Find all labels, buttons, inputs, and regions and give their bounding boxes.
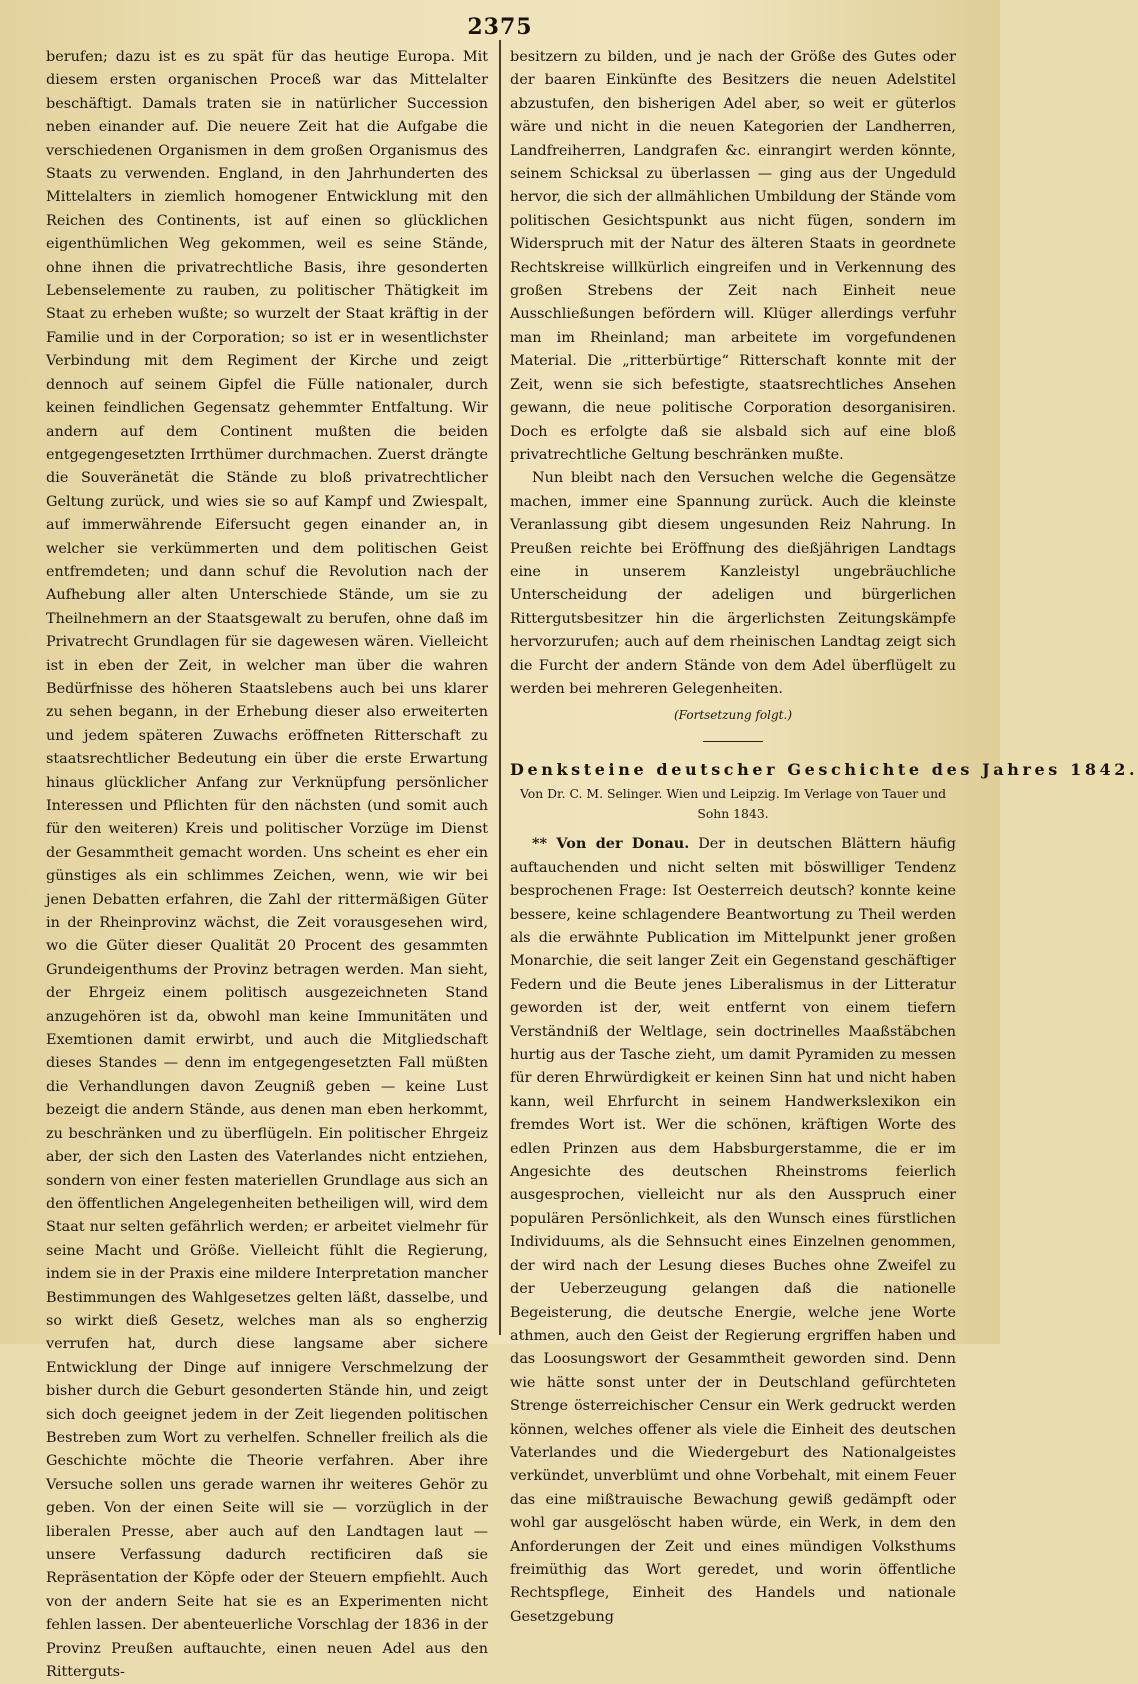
article-byline: Von Dr. C. M. Selinger. Wien und Leipzig. Im Verlage von Tauer und Sohn 1843. [519,786,947,822]
left-paragraph-1: berufen; dazu ist es zu spät für das heutige Europa. Mit diesem ersten organischen Proceß war das Mittelalter beschäftigt. Damals traten sie in natürlicher Succession neben einander auf. Die neuere Zeit hat die Aufgabe die verschiedenen Organismen in dem großen Organismus des Staats zu verwenden. England, in den Jahrhunderten des Mittelalters in ziemlich homogener Entwicklung mit den Reichen des Continents, ist auf einen so glücklichen eigenthümlichen Weg gekommen, weil es seine Stände, ohne ihnen die privatrechtliche Basis, ihre gesonderten Lebenselemente zu rauben, zu politischer Thätigkeit im Staat zu erheben wußte; so wurzelt der Staat kräftig in der Familie und in der Corporation; so ist er in wesentlichster Verbindung mit dem Regiment der Kirche und zeigt dennoch auf seinem Gipfel die Fülle nationaler, durch keinen feindlichen Gegensatz gehemmter Entfaltung. Wir andern auf dem Continent mußten die beiden entgegengesetzten Irrthümer durchmachen. Zuerst drängte die Souveränetät die Stände zu bloß privatrechtlicher Geltung zurück, und wies sie so auf Kampf und Zwiespalt, auf immerwährende Eifersucht gegen einander an, in welcher sie verkümmerten und dem politischen Geist entfremdeten; und dann schuf die Revolution nach der Aufhebung aller alten Unterschiede Stände, um sie zu Theilnehmern an der Staatsgewalt zu berufen, ohne daß im Privatrecht Grundlagen für sie dagewesen wären. Vielleicht ist in eben der Zeit, in welcher man über die wahren Bedürfnisse des höheren Staatslebens auch bei uns klarer zu sehen begann, in der Erhebung dieser also erweiterten und jedem späteren Zuwachs eröffneten Ritterschaft zu staatsrechtlicher Bedeutung ein über die erste Erwartung hinaus glücklicher Anfang zur Verknüpfung persönlicher Interessen und Pflichten für den nächsten (und somit auch für den weiteren) Kreis und politischer Vorzüge im Dienst der Gesammtheit gemacht worden. Uns scheint es eher ein günstiges als ein schlimmes Zeichen, wenn, wie wir bei jenen Debatten erfahren, die Zahl der rittermäßigen Güter in der Rheinprovinz wächst, die Zeit vorausgesehen wird, wo die Güter dieser Qualität 20 Procent des gesammten Grundeigenthums der Provinz betragen werden. Man sieht, der Ehrgeiz einem politisch ausgezeichneten Stand anzugehören ist da, obwohl man keine Immunitäten und Exemtionen damit erwirbt, und auch die Mitgliedschaft dieses Standes — denn im entgegengesetzten Fall müßten die Verhandlungen davon Zeugniß geben — keine Lust bezeigt die andern Stände, aus denen man eben herkommt, zu beschränken und zu überflügeln. Ein politischer Ehrgeiz aber, der sich den Lasten des Vaterlandes nicht entziehen, sondern von einer festen materiellen Grundlage aus sich an den öffentlichen Angelegenheiten betheiligen will, wird dem Staat nur selten gefährlich werden; er arbeitet vielmehr für seine Macht und Größe. Vielleicht fühlt die Regierung, indem sie in der Praxis eine mildere Interpretation mancher Bestimmungen des Wahlgesetzes gelten läßt, dasselbe, und so wirkt dieß Gesetz, welches man als so engherzig verrufen hat, durch diese langsame aber sichere Entwicklung der Dinge auf innigere Verschmelzung der bisher durch die Geburt gesonderten Stände hin, und zeigt sich doch geeignet jedem in der Zeit liegenden politischen Bestreben zum Wort zu verhelfen. Schneller freilich als die Geschichte möchte die Theorie verfahren. Aber ihre Versuche sollen uns gerade warnen ihr weiteres Gehör zu geben. Von der einen Seite will sie — vorzüglich in der liberalen Presse, aber auch auf den Landtagen laut — unsere Verfassung dadurch rectificiren daß sie Repräsentation der Köpfe oder der Steuern empfiehlt. Auch von der andern Seite hat sie es an Experimenten nicht fehlen lassen. Der abenteuerliche Vorschlag der 1836 in der Provinz Preußen auftauchte, einen neuen Adel aus den Ritterguts- [46,49,488,1681]
page-number: 2375 [467,14,533,40]
right-paragraph-2: Nun bleibt nach den Versuchen welche die Gegensätze machen, immer eine Spannung zurück. Auch die kleinste Veranlassung gibt diesem ungesunden Reiz Nahrung. In Preußen reichte bei Eröffnung des dießjährigen Landtags eine in unserem Kanzleistyl ungebräuchliche Unterscheidung der adeligen und bürgerlichen Rittergutsbesitzer hin die ärgerlichsten Zeitungskämpfe hervorzurufen; auch auf dem rheinischen Landtag zeigt sich die Furcht der andern Stände von dem Adel überflügelt zu werden bei mehreren Gelegenheiten. [510,470,956,697]
article-lead: ** Von der Donau. [532,835,690,853]
article-body-text: Der in deutschen Blättern häufig auftauchenden und nicht selten mit böswilliger Tendenz besprochenen Frage: Ist Oesterreich deutsch? konnte keine bessere, keine schlagendere Beantwortung zu Theil werden als die erwähnte Publication im Mittelpunkt jener großen Monarchie, die seit langer Zeit ein Gegenstand geschäftiger Federn und die Beute jenes Liberalismus in der Litteratur geworden ist der, weit entfernt von einem tiefern Verständniß der Weltlage, sein doctrinelles Maaßstäbchen hurtig aus der Tasche zieht, um damit Pyramiden zu messen für deren Ehrwürdigkeit er keinen Sinn hat und nicht haben kann, weil Ehrfurcht in seinem Handwerkslexikon ein fremdes Wort ist. Wer die schönen, kräftigen Worte des edlen Prinzen aus dem Habsburgerstamme, die er im Angesichte des deutschen Rheinstroms feierlich ausgesprochen, vielleicht nur als den Ausspruch einer populären Persönlichkeit, als den Wunsch eines fürstlichen Individuums, als die Sehnsucht eines Einzelnen genommen, der wird nach der Lesung dieses Buches ohne Zweifel zu der Ueberzeugung gelangen daß die nationelle Begeisterung, die deutsche Energie, welche jene Worte athmen, auch den Geist der Regierung ergriffen haben und das Loosungswort der Gesammtheit geworden sind. Denn wie hätte sonst unter der in Deutschland gefürchteten Strenge österreichischer Censur ein Werk gedruckt werden können, welches offener als viele die Einheit des deutschen Vaterlandes und die Wiedergeburt des Nationalgeistes verkündet, unverblümt und ohne Vorbehalt, mit einem Feuer das eine mißtrauische Bewachung gewiß gedämpft oder wohl gar ausgelöscht haben würde, ein Werk, in dem den Anforderungen der Zeit und eines mündigen Volksthums freimüthig das Wort geredet, und worin öffentliche Rechtspflege, Einheit des Handels und nationale Gesetzgebung [510,836,956,1625]
section-rule [703,741,763,742]
continuation-note: (Fortsetzung folgt.) [674,708,792,723]
column-divider [499,40,501,1335]
right-paragraph-1: besitzern zu bilden, und je nach der Größe des Gutes oder der baaren Einkünfte des Besitzers die neuen Adelstitel abzustufen, den bisherigen Adel aber, so weit er güterlos wäre und nicht in die neuen Kategorien der Landherren, Landfreiherren, Landgrafen &c. einrangirt werden könnte, seinem Schicksal zu überlassen — ging aus der Ungeduld hervor, die sich der allmählichen Umbildung der Stände vom politischen Gesichtspunkt aus nicht fügen, sondern im Widerspruch mit der Natur des älteren Staats in geordnete Rechtskreise willkürlich eingreifen und in Verkennung des großen Strebens der Zeit nach Einheit neue Ausschließungen befördern will. Klüger allerdings verfuhr man im Rheinland; man arbeitete im vorgefundenen Material. Die „ritterbürtige“ Ritterschaft konnte mit der Zeit, wenn sie sich befestigte, staatsrechtliches Ansehen gewann, die neue politische Corporation desorganisiren. Doch es erfolgte daß sie alsbald sich auf eine bloß privatrechtliche Geltung beschränken mußte. [510,49,956,463]
left-column [46,46,488,1681]
article-body [510,832,956,1629]
right-column [510,46,1138,1625]
article-heading: Denksteine deutscher Geschichte des Jahres 1842. [510,760,1138,780]
